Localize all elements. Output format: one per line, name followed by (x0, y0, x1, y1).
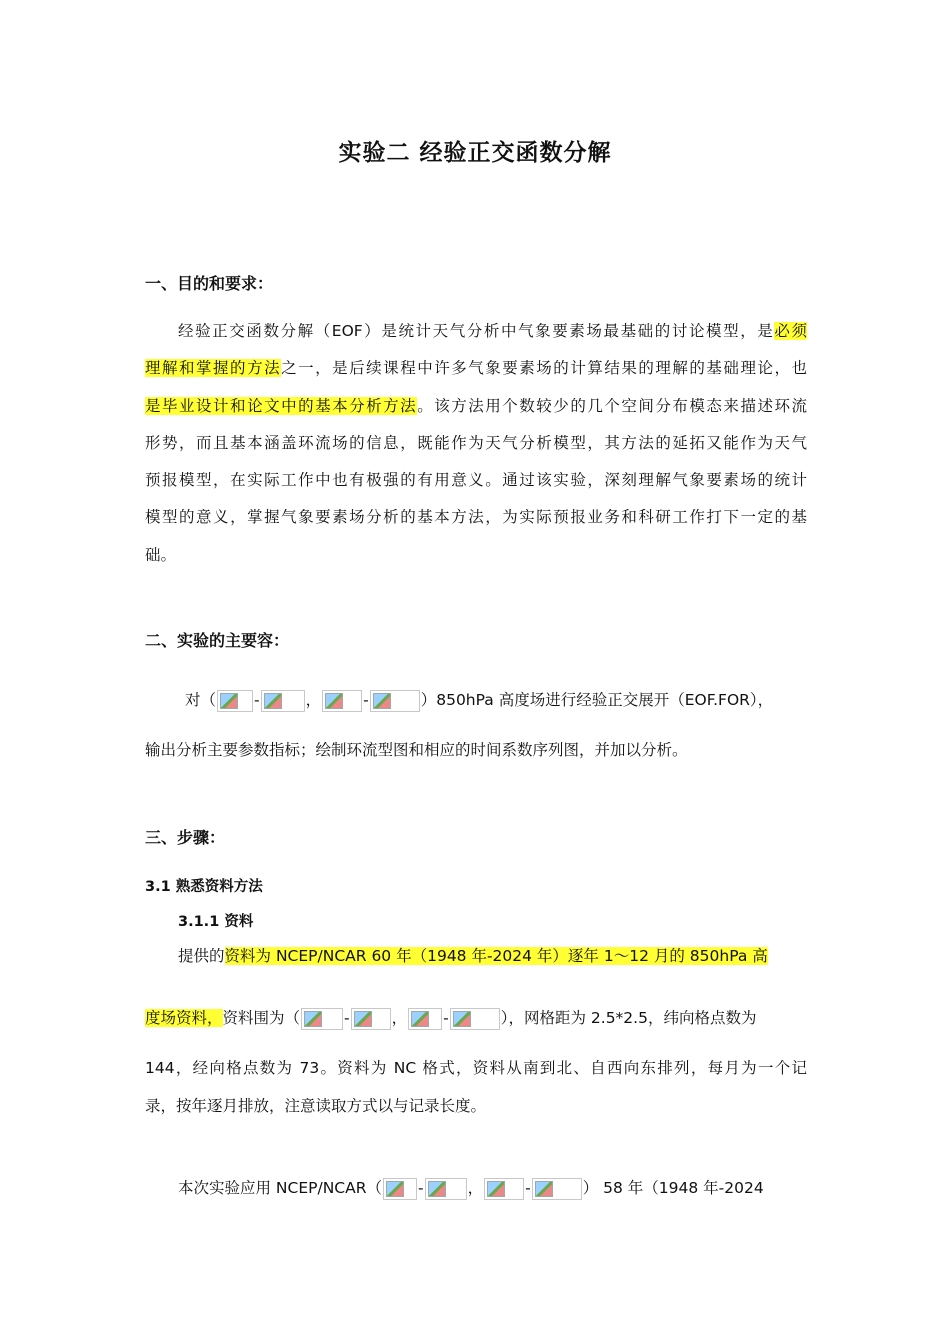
paragraph-line: 提供的资料为 NCEP/NCAR 60 年（1948 年-2024 年）逐年 1～12 月的 850hPa 高 (178, 947, 768, 965)
broken-image-icon (351, 1008, 391, 1030)
broken-image-icon (301, 1008, 343, 1030)
broken-image-icon (425, 1178, 467, 1200)
paragraph-line: 预报模型，在实际工作中也有极强的有用意义。通过该实验，深刻理解气象要素场的统计 (145, 471, 807, 489)
paragraph-line: 是毕业设计和论文中的基本分析方法。该方法用个数较少的几个空间分布模态来描述环流 (145, 397, 807, 415)
paragraph-line: 144，经向格点数为 73。资料为 NC 格式，资料从南到北、自西向东排列，每月为一个记 (145, 1059, 807, 1077)
paragraph-line: 经验正交函数分解（EOF）是统计天气分析中气象要素场最基础的讨论模型，是必须 (178, 322, 807, 340)
paragraph-line: 对（ - ， - ）850hPa 高度场进行经验正交展开（EOF.FOR）， (185, 689, 807, 712)
paragraph-line: 形势，而且基本涵盖环流场的信息，既能作为天气分析模型，其方法的延拓又能作为天气 (145, 434, 807, 452)
broken-image-icon (261, 690, 305, 712)
broken-image-icon (370, 690, 420, 712)
broken-image-icon (532, 1178, 582, 1200)
section-heading-purpose: 一、目的和要求： (145, 274, 274, 293)
paragraph-line: 础。 (145, 546, 177, 564)
paragraph-line: 模型的意义，掌握气象要素场分析的基本方法，为实际预报业务和科研工作打下一定的基 (145, 508, 807, 526)
section-heading-content: 二、实验的主要容： (145, 631, 290, 650)
paragraph-line: 本次实验应用 NCEP/NCAR（ - ， - ） 58 年（1948 年-2024 (178, 1177, 807, 1200)
paragraph-line: 录，按年逐月排放，注意读取方式以与记录长度。 (145, 1097, 487, 1115)
broken-image-icon (484, 1178, 524, 1200)
broken-image-icon (383, 1178, 417, 1200)
broken-image-icon (408, 1008, 442, 1030)
broken-image-icon (322, 690, 362, 712)
subsection-heading: 3.1 熟悉资料方法 (145, 879, 263, 895)
paragraph-line: 理解和掌握的方法之一，是后续课程中许多气象要素场的计算结果的理解的基础理论，也 (145, 359, 807, 377)
paragraph-line: 输出分析主要参数指标；绘制环流型图和相应的时间系数序列图，并加以分析。 (145, 741, 688, 759)
broken-image-icon (450, 1008, 500, 1030)
broken-image-icon (217, 690, 253, 712)
section-heading-steps: 三、步骤： (145, 828, 226, 847)
paragraph-line: 度场资料，资料围为（ - ， - ），网格距为 2.5*2.5，纬向格点数为 (145, 1007, 807, 1030)
subsubsection-heading: 3.1.1 资料 (178, 914, 254, 930)
page-title: 实验二 经验正交函数分解 (338, 140, 612, 166)
